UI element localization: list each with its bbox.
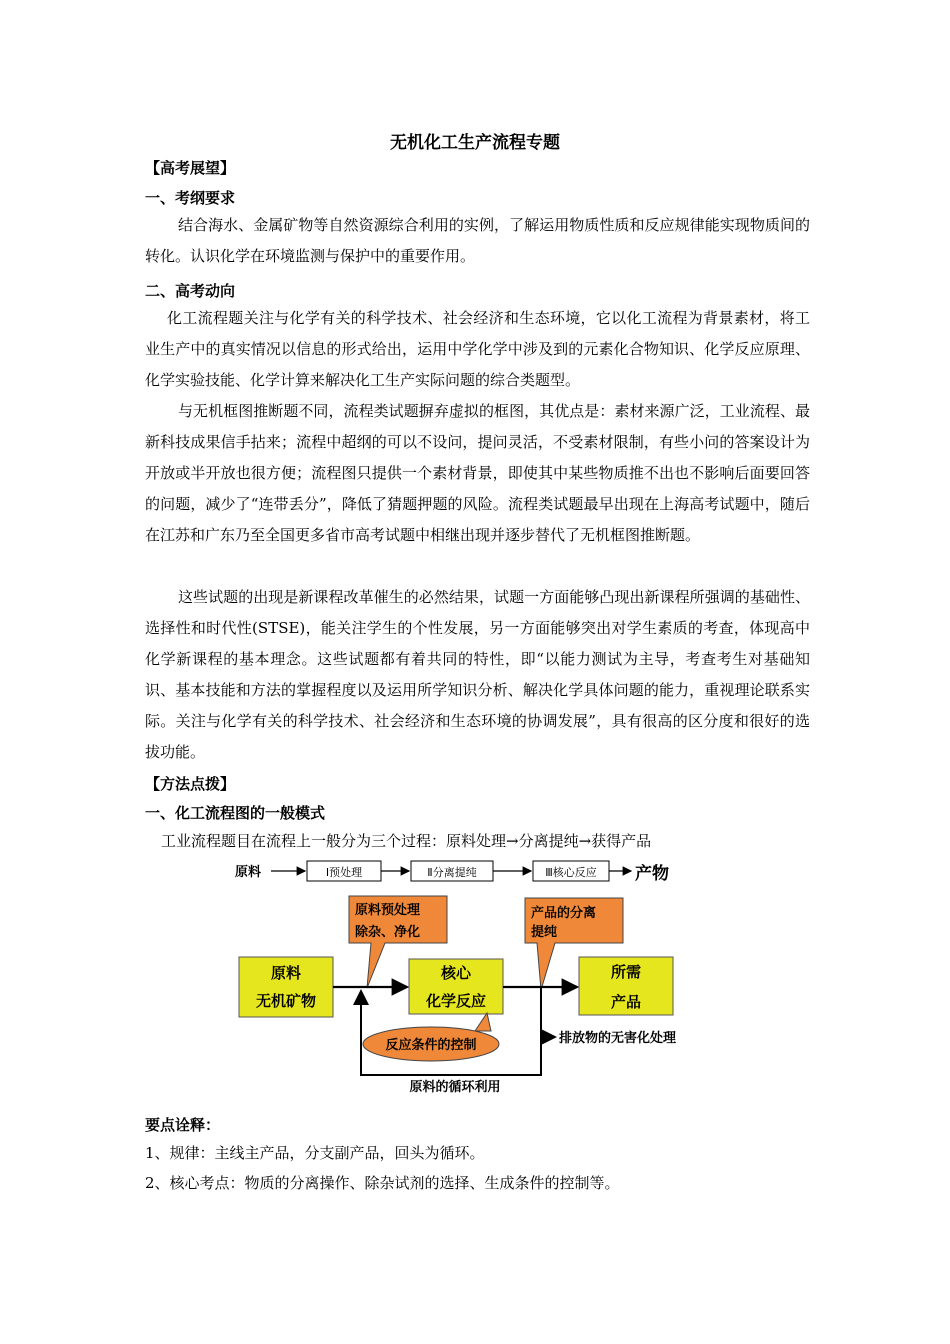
box-core-line1: 核心	[440, 964, 472, 982]
paragraph-text: 化工流程题关注与化学有关的科学技术、社会经济和生态环境，它以化工流程为背景素材，将工业生产中的真实情况以信息的形式给出，运用中学化学中涉及到的元素化合物知识、化学反应原理、化学实验技能、化学计算来解决化工生产实际问题的综合类题型。	[145, 309, 810, 389]
top-end-label: 产物	[635, 864, 669, 884]
box-core-line2: 化学反应	[425, 992, 487, 1010]
section-heading-outlook: 【高考展望】	[145, 159, 236, 177]
waste-label: 排放物的无害化处理	[559, 1031, 677, 1046]
subheading-syllabus: 一、考纲要求	[145, 189, 236, 207]
oval-pointer	[475, 1013, 491, 1031]
notes-heading: 要点诠释：	[145, 1116, 221, 1134]
section-heading-method: 【方法点拨】	[145, 775, 236, 793]
oval-label: 反应条件的控制	[385, 1038, 477, 1053]
paragraph-text: 这些试题的出现是新课程改革催生的必然结果，试题一方面能够凸现出新课程所强调的基础性、选择性和时代性(STSE)，能关注学生的个性发展，另一方面能够突出对学生素质的考查，体现高中化学新课程的基本理念。这些试题都有着共同的特性，即“以能力测试为主导，考查考生对基础知识、基本技能和方法的掌握程度以及运用所学知识分析、解决化学具体问题的能力，重视理论联系实际。关注与化学有关的科学技术、社会经济和生态环境的协调发展”，具有很高的区分度和很好的选拔功能。	[145, 588, 810, 761]
top-step2-label: Ⅱ分离提纯	[427, 866, 477, 879]
subheading-trends: 二、高考动向	[145, 282, 236, 300]
paragraph-text: 结合海水、金属矿物等自然资源综合利用的实例，了解运用物质性质和反应规律能实现物质间的转化。认识化学在环境监测与保护中的重要作用。	[145, 216, 810, 265]
box-raw-line2: 无机矿物	[255, 992, 317, 1010]
callout-pretreat-line2: 除杂、净化	[355, 925, 421, 940]
paragraph-trends-2	[145, 396, 810, 551]
subheading-flow-pattern: 一、化工流程图的一般模式	[145, 804, 326, 822]
paragraph-trends-1	[145, 303, 810, 396]
top-start-label: 原料	[235, 865, 262, 880]
note-item-2: 2、核心考点：物质的分离操作、除杂试剂的选择、生成条件的控制等。	[145, 1174, 620, 1192]
flow-diagram	[225, 853, 745, 1098]
callout-pretreat-line1: 原料预处理	[355, 903, 421, 918]
box-raw-line1: 原料	[270, 964, 302, 982]
paragraph-text: 与无机框图推断题不同，流程类试题摒弃虚拟的框图，其优点是：素材来源广泛，工业流程、最新科技成果信手拈来；流程中超纲的可以不设问，提问灵活，不受素材限制，有些小问的答案设计为开放或半开放也很方便；流程图只提供一个素材背景，即使其中某些物质推不出也不影响后面要回答的问题，减少了“连带丢分”，降低了猜题押题的风险。流程类试题最早出现在上海高考试题中，随后在江苏和广东乃至全国更多省市高考试题中相继出现并逐步替代了无机框图推断题。	[145, 402, 810, 544]
top-step3-label: Ⅲ核心反应	[545, 866, 597, 879]
top-step1-label: Ⅰ预处理	[325, 866, 363, 879]
page-title: 无机化工生产流程专题	[390, 133, 560, 153]
paragraph-syllabus	[145, 210, 810, 272]
flow-intro: 工业流程题目在流程上一般分为三个过程：原料处理→分离提纯→获得产品	[161, 832, 652, 850]
recycle-label: 原料的循环利用	[409, 1080, 501, 1095]
callout-separate-line1: 产品的分离	[531, 906, 597, 921]
box-product-line2: 产品	[610, 993, 642, 1011]
note-item-1: 1、规律：主线主产品，分支副产品，回头为循环。	[145, 1144, 485, 1162]
box-product-line1: 所需	[610, 963, 642, 981]
paragraph-trends-3	[145, 582, 810, 768]
callout-separate-line2: 提纯	[531, 925, 558, 940]
